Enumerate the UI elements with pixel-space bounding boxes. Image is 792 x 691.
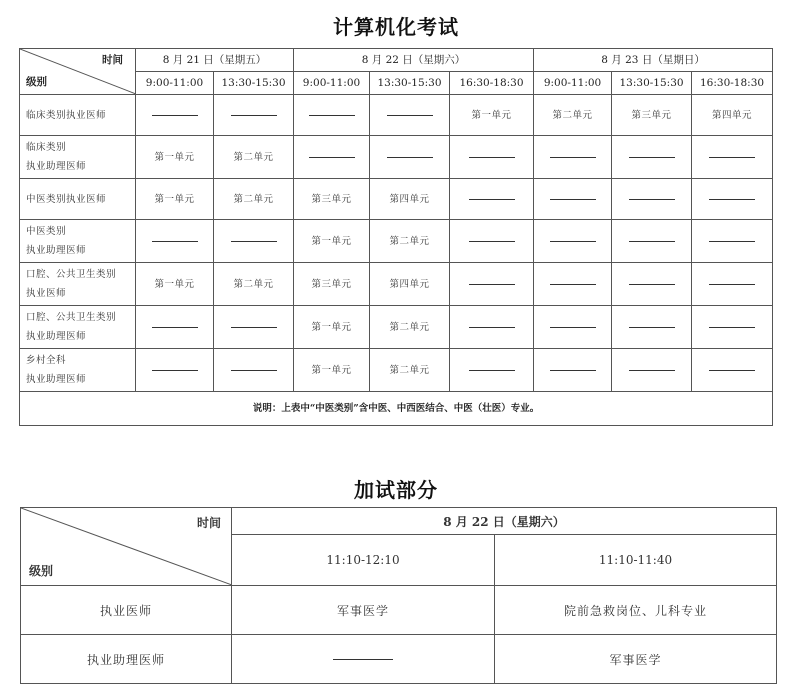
exam-unit-cell: 第二单元 — [214, 263, 294, 306]
exam-unit-cell — [692, 349, 773, 392]
not-applicable-dash — [387, 115, 433, 116]
exam-unit-cell: 第一单元 — [294, 349, 370, 392]
level-label: 执业助理医师 — [21, 635, 232, 684]
time-slot: 9:00-11:00 — [534, 72, 612, 95]
not-applicable-dash — [309, 157, 355, 158]
table-note: 说明：上表中“中医类别”含中医、中西医结合、中医（壮医）专业。 — [20, 392, 773, 426]
exam-unit-cell: 第三单元 — [294, 263, 370, 306]
exam-unit-cell — [692, 220, 773, 263]
exam-unit-cell — [534, 349, 612, 392]
level-label: 执业医师 — [21, 586, 232, 635]
exam-unit-cell — [450, 220, 534, 263]
exam-unit-cell — [136, 349, 214, 392]
level-label: 中医类别执业医师 — [20, 179, 136, 220]
table-row — [20, 136, 773, 179]
exam-unit-cell: 第一单元 — [450, 95, 534, 136]
exam-unit-cell — [612, 349, 692, 392]
exam-unit-cell — [450, 136, 534, 179]
not-applicable-dash — [333, 659, 393, 660]
corner-level-label: 级别 — [29, 564, 54, 578]
exam-unit-cell — [370, 95, 450, 136]
exam-unit-cell — [692, 179, 773, 220]
not-applicable-dash — [709, 284, 755, 285]
level-label: 临床类别 执业助理医师 — [20, 136, 136, 179]
table-row — [21, 586, 777, 635]
not-applicable-dash — [550, 370, 596, 371]
exam-unit-cell — [534, 136, 612, 179]
time-slot: 13:30-15:30 — [370, 72, 450, 95]
not-applicable-dash — [309, 115, 355, 116]
computer-exam-title: 计算机化考试 — [333, 15, 459, 39]
exam-unit-cell: 第二单元 — [534, 95, 612, 136]
exam-unit-cell — [450, 179, 534, 220]
table-row — [20, 95, 773, 136]
exam-unit-cell — [214, 95, 294, 136]
exam-unit-cell — [692, 136, 773, 179]
not-applicable-dash — [550, 199, 596, 200]
date-header-row — [21, 508, 777, 535]
corner-time-label: 时间 — [196, 516, 221, 530]
date-header: 8 月 22 日（星期六） — [294, 49, 534, 72]
not-applicable-dash — [550, 157, 596, 158]
time-slot: 16:30-18:30 — [692, 72, 773, 95]
not-applicable-dash — [469, 327, 515, 328]
exam-unit-cell: 第三单元 — [294, 179, 370, 220]
not-applicable-dash — [469, 241, 515, 242]
table-row — [21, 635, 777, 684]
exam-unit-cell — [692, 263, 773, 306]
not-applicable-dash — [152, 115, 198, 116]
not-applicable-dash — [231, 115, 277, 116]
time-slot: 16:30-18:30 — [450, 72, 534, 95]
not-applicable-dash — [709, 370, 755, 371]
date-header: 8 月 22 日（星期六） — [232, 508, 777, 535]
table-row — [20, 349, 773, 392]
not-applicable-dash — [387, 157, 433, 158]
exam-unit-cell — [136, 306, 214, 349]
date-header: 8 月 23 日（星期日） — [534, 49, 773, 72]
exam-unit-cell: 第一单元 — [136, 179, 214, 220]
exam-subject-cell: 军事医学 — [495, 635, 777, 684]
date-header-row — [20, 49, 773, 72]
exam-subject-cell — [232, 635, 495, 684]
exam-subject-cell: 军事医学 — [232, 586, 495, 635]
table-row — [20, 306, 773, 349]
exam-unit-cell — [136, 220, 214, 263]
not-applicable-dash — [550, 241, 596, 242]
time-slot: 13:30-15:30 — [214, 72, 294, 95]
corner-level-label: 级别 — [26, 76, 47, 88]
not-applicable-dash — [550, 284, 596, 285]
exam-unit-cell: 第四单元 — [370, 263, 450, 306]
level-label: 乡村全科 执业助理医师 — [20, 349, 136, 392]
not-applicable-dash — [629, 157, 675, 158]
exam-unit-cell: 第一单元 — [294, 220, 370, 263]
exam-unit-cell — [692, 306, 773, 349]
not-applicable-dash — [709, 199, 755, 200]
not-applicable-dash — [629, 241, 675, 242]
exam-unit-cell: 第四单元 — [370, 179, 450, 220]
not-applicable-dash — [231, 241, 277, 242]
level-label: 口腔、公共卫生类别 执业医师 — [20, 263, 136, 306]
exam-unit-cell — [450, 349, 534, 392]
exam-unit-cell — [612, 179, 692, 220]
table-row — [20, 220, 773, 263]
not-applicable-dash — [469, 370, 515, 371]
exam-unit-cell: 第二单元 — [370, 220, 450, 263]
exam-unit-cell — [612, 306, 692, 349]
exam-unit-cell — [294, 136, 370, 179]
exam-unit-cell — [612, 263, 692, 306]
exam-unit-cell — [534, 306, 612, 349]
exam-unit-cell — [294, 95, 370, 136]
exam-unit-cell: 第四单元 — [692, 95, 773, 136]
exam-unit-cell — [450, 263, 534, 306]
exam-unit-cell — [534, 220, 612, 263]
exam-unit-cell — [214, 349, 294, 392]
not-applicable-dash — [629, 199, 675, 200]
level-label: 中医类别 执业助理医师 — [20, 220, 136, 263]
not-applicable-dash — [469, 199, 515, 200]
note-row — [20, 392, 773, 426]
exam-unit-cell: 第二单元 — [370, 306, 450, 349]
not-applicable-dash — [469, 157, 515, 158]
time-slot: 13:30-15:30 — [612, 72, 692, 95]
exam-unit-cell — [136, 95, 214, 136]
not-applicable-dash — [709, 327, 755, 328]
not-applicable-dash — [231, 370, 277, 371]
exam-unit-cell: 第二单元 — [370, 349, 450, 392]
corner-cell — [20, 49, 136, 95]
exam-unit-cell — [534, 263, 612, 306]
exam-unit-cell — [214, 220, 294, 263]
not-applicable-dash — [629, 327, 675, 328]
exam-unit-cell: 第一单元 — [136, 263, 214, 306]
extra-exam-table — [20, 507, 777, 684]
exam-unit-cell — [370, 136, 450, 179]
exam-unit-cell — [612, 136, 692, 179]
table-row — [20, 179, 773, 220]
not-applicable-dash — [709, 157, 755, 158]
exam-unit-cell: 第二单元 — [214, 136, 294, 179]
table-row — [20, 263, 773, 306]
exam-unit-cell: 第一单元 — [136, 136, 214, 179]
extra-exam-title: 加试部分 — [354, 478, 438, 502]
not-applicable-dash — [231, 327, 277, 328]
not-applicable-dash — [550, 327, 596, 328]
exam-unit-cell — [450, 306, 534, 349]
corner-cell — [21, 508, 232, 586]
exam-unit-cell — [612, 220, 692, 263]
date-header: 8 月 21 日（星期五） — [136, 49, 294, 72]
level-label: 临床类别执业医师 — [20, 95, 136, 136]
exam-subject-cell: 院前急救岗位、儿科专业 — [495, 586, 777, 635]
exam-unit-cell — [534, 179, 612, 220]
time-slot: 11:10-11:40 — [495, 535, 777, 586]
exam-unit-cell: 第一单元 — [294, 306, 370, 349]
not-applicable-dash — [152, 241, 198, 242]
not-applicable-dash — [469, 284, 515, 285]
not-applicable-dash — [152, 327, 198, 328]
time-slot: 11:10-12:10 — [232, 535, 495, 586]
not-applicable-dash — [709, 241, 755, 242]
time-slot: 9:00-11:00 — [136, 72, 214, 95]
computer-exam-table — [19, 48, 773, 426]
time-slot: 9:00-11:00 — [294, 72, 370, 95]
not-applicable-dash — [152, 370, 198, 371]
exam-unit-cell — [214, 306, 294, 349]
not-applicable-dash — [629, 284, 675, 285]
level-label: 口腔、公共卫生类别 执业助理医师 — [20, 306, 136, 349]
exam-unit-cell: 第二单元 — [214, 179, 294, 220]
not-applicable-dash — [629, 370, 675, 371]
corner-time-label: 时间 — [102, 54, 123, 66]
exam-unit-cell: 第三单元 — [612, 95, 692, 136]
